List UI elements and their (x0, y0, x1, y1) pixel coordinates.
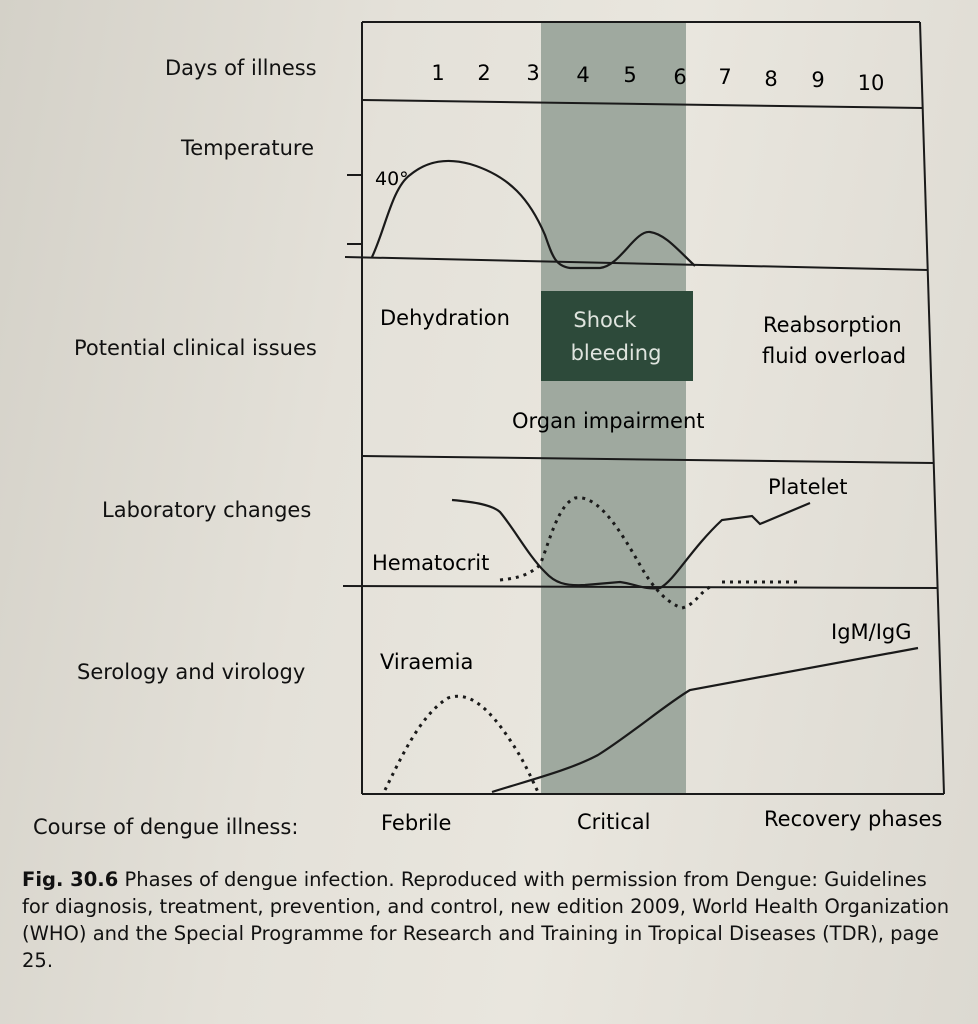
dehydration-label: Dehydration (380, 306, 510, 330)
day-label: 5 (623, 63, 637, 87)
day-label: 7 (718, 65, 732, 89)
figure-caption (22, 866, 952, 974)
fluid-overload-label: fluid overload (762, 344, 907, 368)
row-label-laboratory: Laboratory changes (102, 498, 312, 522)
igm-igg-label: IgM/IgG (831, 620, 912, 644)
figure-number: Fig. 30.6 (22, 868, 119, 891)
hematocrit-label: Hematocrit (372, 551, 490, 575)
viraemia-curve (385, 696, 538, 792)
platelet-label: Platelet (768, 475, 848, 499)
day-label: 10 (857, 71, 885, 95)
organ-impairment-label: Organ impairment (512, 409, 705, 433)
day-label: 8 (764, 67, 778, 91)
row-label-days: Days of illness (165, 56, 317, 80)
day-label: 1 (431, 61, 445, 85)
shock-bleeding-box (541, 291, 693, 381)
row-label-serology: Serology and virology (77, 660, 306, 684)
row-label-clinical: Potential clinical issues (74, 336, 317, 360)
critical-phase-label: Critical (577, 810, 651, 834)
recovery-phase-label: Recovery phases (764, 807, 943, 831)
day-label: 3 (526, 61, 540, 85)
bleeding-label: bleeding (570, 341, 662, 365)
day-label: 6 (673, 65, 687, 89)
day-label: 2 (477, 61, 491, 85)
temperature-axis-ticks (347, 175, 362, 244)
febrile-phase-label: Febrile (381, 811, 452, 835)
reabsorption-label: Reabsorption (763, 313, 902, 337)
day-label: 9 (811, 68, 825, 92)
shock-label: Shock (573, 308, 637, 332)
caption-text: Phases of dengue infection. Reproduced with permission from Dengue: Guidelines for diagnosis, treatment, prevention, and control, new edition 2009, World Health Organization (WHO) and the Special Programme for Research and Training in Tropical Diseases (TDR), page 25. (22, 868, 950, 972)
row-label-course: Course of dengue illness: (33, 815, 299, 839)
row-label-temperature: Temperature (181, 136, 315, 160)
critical-phase-band (541, 22, 686, 794)
day-label: 4 (576, 63, 590, 87)
temperature-tick-label: 40° (375, 168, 409, 190)
viraemia-label: Viraemia (380, 650, 474, 674)
